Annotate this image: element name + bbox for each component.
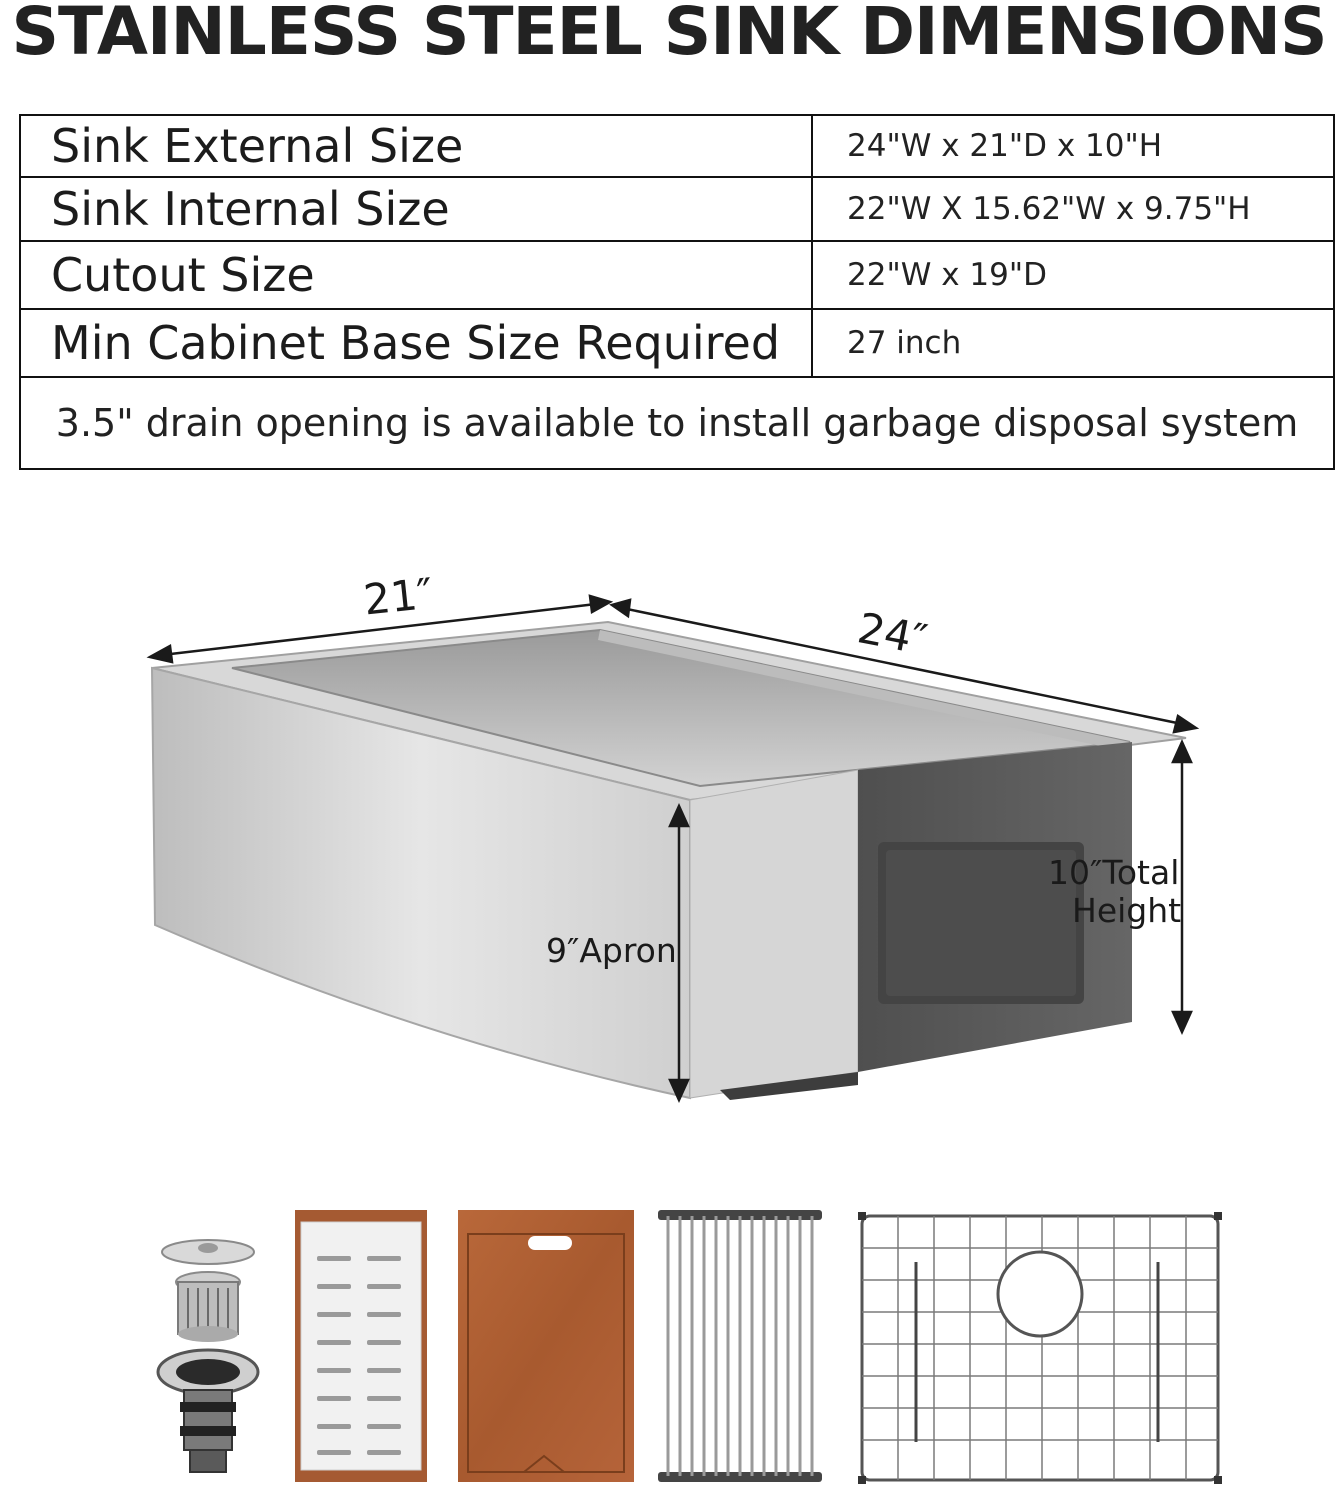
height-label-line1: 10″Total (1048, 853, 1180, 892)
sink-illustration (130, 560, 1210, 1120)
spec-table (19, 114, 1335, 470)
spec-value: 22"W X 15.62"W x 9.75"H (812, 177, 1334, 241)
bottom-grid-icon (858, 1212, 1222, 1484)
spec-row-cabinet (20, 309, 1334, 377)
spec-row-internal (20, 177, 1334, 241)
spec-row-external (20, 115, 1334, 177)
spec-label: Min Cabinet Base Size Required (20, 309, 812, 377)
drain-strainer-icon (150, 1230, 265, 1480)
cutting-board-icon (458, 1210, 634, 1482)
width-label: 24″ (853, 603, 932, 665)
spec-note: 3.5" drain opening is available to install garbage disposal system (20, 377, 1334, 469)
spec-label: Cutout Size (20, 241, 812, 309)
spec-label: Sink External Size (20, 115, 812, 177)
spec-value: 22"W x 19"D (812, 241, 1334, 309)
depth-label: 21″ (361, 568, 436, 625)
spec-row-cutout (20, 241, 1334, 309)
roll-up-rack-icon (658, 1210, 822, 1482)
spec-row-note (20, 377, 1334, 469)
spec-label: Sink Internal Size (20, 177, 812, 241)
height-label-line2: Height (1072, 891, 1182, 930)
spec-value: 27 inch (812, 309, 1334, 377)
colander-tray-icon (295, 1210, 427, 1482)
apron-label: 9″Apron (546, 931, 677, 970)
page-title: STAINLESS STEEL SINK DIMENSIONS (11, 0, 1327, 70)
spec-value: 24"W x 21"D x 10"H (812, 115, 1334, 177)
